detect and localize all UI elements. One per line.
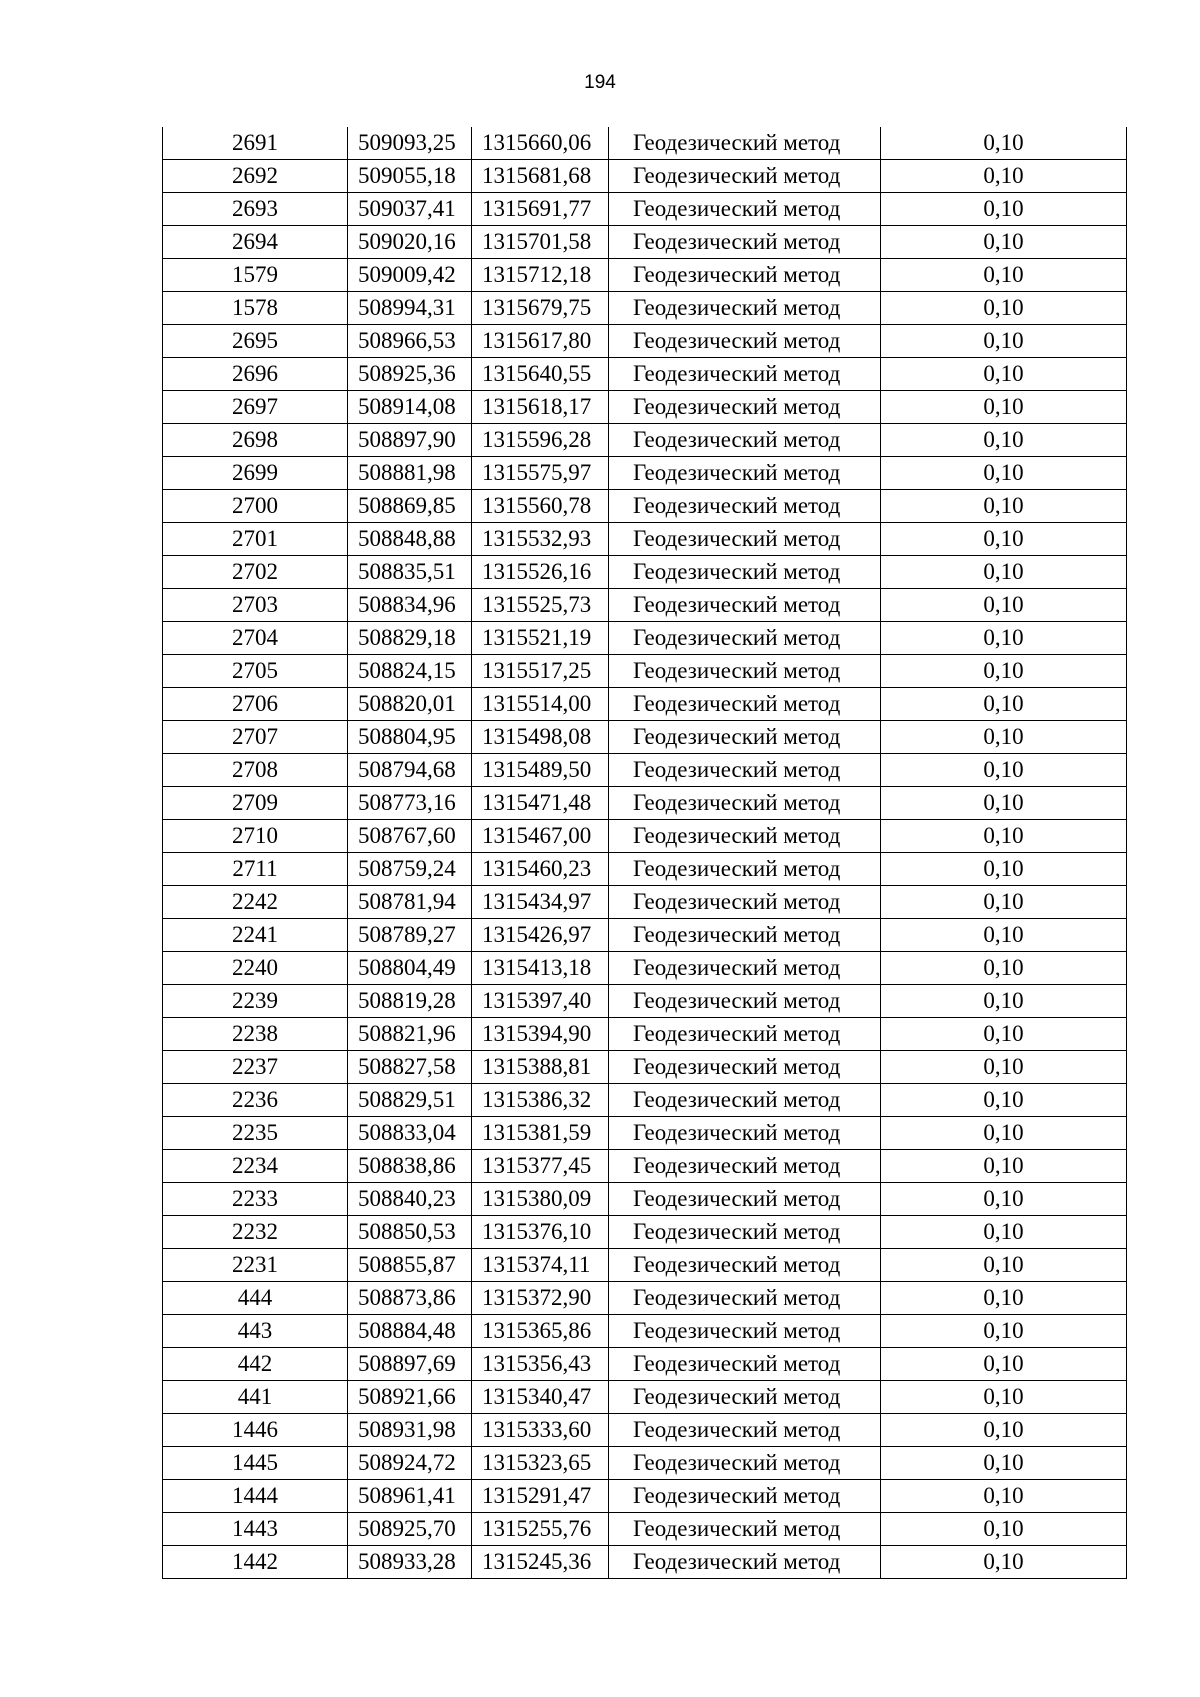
accuracy-cell: 0,10 [881, 952, 1127, 985]
table-row [163, 787, 1127, 820]
table-row [163, 1117, 1127, 1150]
x-coordinate-cell: 508850,53 [348, 1216, 472, 1249]
x-coordinate-cell: 508794,68 [348, 754, 472, 787]
method-cell: Геодезический метод [609, 523, 881, 556]
x-coordinate-cell: 508820,01 [348, 688, 472, 721]
table-row [163, 1282, 1127, 1315]
table-row [163, 1315, 1127, 1348]
y-coordinate-cell: 1315380,09 [472, 1183, 609, 1216]
x-coordinate-cell: 508824,15 [348, 655, 472, 688]
method-cell: Геодезический метод [609, 1381, 881, 1414]
x-coordinate-cell: 508827,58 [348, 1051, 472, 1084]
method-cell: Геодезический метод [609, 1447, 881, 1480]
table-row [163, 919, 1127, 952]
accuracy-cell: 0,10 [881, 1150, 1127, 1183]
accuracy-cell: 0,10 [881, 688, 1127, 721]
y-coordinate-cell: 1315372,90 [472, 1282, 609, 1315]
coordinates-table-body [163, 127, 1127, 1579]
point-number-cell: 1444 [163, 1480, 348, 1513]
y-coordinate-cell: 1315712,18 [472, 259, 609, 292]
accuracy-cell: 0,10 [881, 721, 1127, 754]
x-coordinate-cell: 509037,41 [348, 193, 472, 226]
y-coordinate-cell: 1315245,36 [472, 1546, 609, 1579]
y-coordinate-cell: 1315255,76 [472, 1513, 609, 1546]
accuracy-cell: 0,10 [881, 985, 1127, 1018]
x-coordinate-cell: 508921,66 [348, 1381, 472, 1414]
x-coordinate-cell: 508804,49 [348, 952, 472, 985]
x-coordinate-cell: 508829,18 [348, 622, 472, 655]
x-coordinate-cell: 508925,36 [348, 358, 472, 391]
accuracy-cell: 0,10 [881, 1513, 1127, 1546]
method-cell: Геодезический метод [609, 259, 881, 292]
method-cell: Геодезический метод [609, 1513, 881, 1546]
table-row [163, 1249, 1127, 1282]
y-coordinate-cell: 1315397,40 [472, 985, 609, 1018]
accuracy-cell: 0,10 [881, 193, 1127, 226]
point-number-cell: 2704 [163, 622, 348, 655]
y-coordinate-cell: 1315388,81 [472, 1051, 609, 1084]
method-cell: Геодезический метод [609, 160, 881, 193]
accuracy-cell: 0,10 [881, 1117, 1127, 1150]
point-number-cell: 2697 [163, 391, 348, 424]
method-cell: Геодезический метод [609, 1249, 881, 1282]
accuracy-cell: 0,10 [881, 160, 1127, 193]
point-number-cell: 2241 [163, 919, 348, 952]
method-cell: Геодезический метод [609, 919, 881, 952]
y-coordinate-cell: 1315521,19 [472, 622, 609, 655]
accuracy-cell: 0,10 [881, 1546, 1127, 1579]
accuracy-cell: 0,10 [881, 556, 1127, 589]
method-cell: Геодезический метод [609, 589, 881, 622]
x-coordinate-cell: 509009,42 [348, 259, 472, 292]
accuracy-cell: 0,10 [881, 1249, 1127, 1282]
y-coordinate-cell: 1315660,06 [472, 127, 609, 160]
x-coordinate-cell: 508881,98 [348, 457, 472, 490]
accuracy-cell: 0,10 [881, 226, 1127, 259]
method-cell: Геодезический метод [609, 1348, 881, 1381]
table-row [163, 952, 1127, 985]
point-number-cell: 2700 [163, 490, 348, 523]
y-coordinate-cell: 1315514,00 [472, 688, 609, 721]
method-cell: Геодезический метод [609, 1117, 881, 1150]
y-coordinate-cell: 1315679,75 [472, 292, 609, 325]
y-coordinate-cell: 1315291,47 [472, 1480, 609, 1513]
point-number-cell: 2237 [163, 1051, 348, 1084]
point-number-cell: 2239 [163, 985, 348, 1018]
table-row [163, 424, 1127, 457]
x-coordinate-cell: 508994,31 [348, 292, 472, 325]
x-coordinate-cell: 508840,23 [348, 1183, 472, 1216]
table-row [163, 1216, 1127, 1249]
point-number-cell: 2693 [163, 193, 348, 226]
table-row [163, 1447, 1127, 1480]
table-row [163, 523, 1127, 556]
accuracy-cell: 0,10 [881, 292, 1127, 325]
point-number-cell: 2692 [163, 160, 348, 193]
accuracy-cell: 0,10 [881, 1414, 1127, 1447]
accuracy-cell: 0,10 [881, 1018, 1127, 1051]
table-row [163, 853, 1127, 886]
method-cell: Геодезический метод [609, 424, 881, 457]
y-coordinate-cell: 1315532,93 [472, 523, 609, 556]
table-row [163, 1084, 1127, 1117]
accuracy-cell: 0,10 [881, 358, 1127, 391]
x-coordinate-cell: 509093,25 [348, 127, 472, 160]
point-number-cell: 2231 [163, 1249, 348, 1282]
point-number-cell: 2240 [163, 952, 348, 985]
point-number-cell: 2703 [163, 589, 348, 622]
page-number: 194 [584, 72, 616, 93]
y-coordinate-cell: 1315386,32 [472, 1084, 609, 1117]
accuracy-cell: 0,10 [881, 490, 1127, 523]
accuracy-cell: 0,10 [881, 1183, 1127, 1216]
x-coordinate-cell: 508767,60 [348, 820, 472, 853]
y-coordinate-cell: 1315365,86 [472, 1315, 609, 1348]
table-row [163, 622, 1127, 655]
y-coordinate-cell: 1315471,48 [472, 787, 609, 820]
point-number-cell: 2698 [163, 424, 348, 457]
method-cell: Геодезический метод [609, 622, 881, 655]
table-row [163, 457, 1127, 490]
accuracy-cell: 0,10 [881, 589, 1127, 622]
table-row [163, 985, 1127, 1018]
point-number-cell: 442 [163, 1348, 348, 1381]
accuracy-cell: 0,10 [881, 325, 1127, 358]
method-cell: Геодезический метод [609, 952, 881, 985]
point-number-cell: 2696 [163, 358, 348, 391]
x-coordinate-cell: 508925,70 [348, 1513, 472, 1546]
table-row [163, 589, 1127, 622]
y-coordinate-cell: 1315517,25 [472, 655, 609, 688]
y-coordinate-cell: 1315460,23 [472, 853, 609, 886]
x-coordinate-cell: 508966,53 [348, 325, 472, 358]
table-row [163, 226, 1127, 259]
accuracy-cell: 0,10 [881, 1216, 1127, 1249]
method-cell: Геодезический метод [609, 1150, 881, 1183]
point-number-cell: 2694 [163, 226, 348, 259]
y-coordinate-cell: 1315596,28 [472, 424, 609, 457]
accuracy-cell: 0,10 [881, 1315, 1127, 1348]
accuracy-cell: 0,10 [881, 523, 1127, 556]
y-coordinate-cell: 1315560,78 [472, 490, 609, 523]
accuracy-cell: 0,10 [881, 1480, 1127, 1513]
accuracy-cell: 0,10 [881, 655, 1127, 688]
y-coordinate-cell: 1315467,00 [472, 820, 609, 853]
table-row [163, 193, 1127, 226]
accuracy-cell: 0,10 [881, 886, 1127, 919]
y-coordinate-cell: 1315377,45 [472, 1150, 609, 1183]
y-coordinate-cell: 1315526,16 [472, 556, 609, 589]
x-coordinate-cell: 508961,41 [348, 1480, 472, 1513]
x-coordinate-cell: 508914,08 [348, 391, 472, 424]
method-cell: Геодезический метод [609, 1546, 881, 1579]
accuracy-cell: 0,10 [881, 424, 1127, 457]
point-number-cell: 1442 [163, 1546, 348, 1579]
table-row [163, 655, 1127, 688]
accuracy-cell: 0,10 [881, 457, 1127, 490]
y-coordinate-cell: 1315376,10 [472, 1216, 609, 1249]
point-number-cell: 2238 [163, 1018, 348, 1051]
point-number-cell: 1446 [163, 1414, 348, 1447]
table-row [163, 556, 1127, 589]
method-cell: Геодезический метод [609, 886, 881, 919]
y-coordinate-cell: 1315525,73 [472, 589, 609, 622]
table-row [163, 292, 1127, 325]
accuracy-cell: 0,10 [881, 1051, 1127, 1084]
point-number-cell: 2234 [163, 1150, 348, 1183]
y-coordinate-cell: 1315617,80 [472, 325, 609, 358]
method-cell: Геодезический метод [609, 1480, 881, 1513]
point-number-cell: 2710 [163, 820, 348, 853]
method-cell: Геодезический метод [609, 1084, 881, 1117]
y-coordinate-cell: 1315374,11 [472, 1249, 609, 1282]
method-cell: Геодезический метод [609, 457, 881, 490]
y-coordinate-cell: 1315498,08 [472, 721, 609, 754]
x-coordinate-cell: 508773,16 [348, 787, 472, 820]
x-coordinate-cell: 508848,88 [348, 523, 472, 556]
point-number-cell: 2235 [163, 1117, 348, 1150]
point-number-cell: 1445 [163, 1447, 348, 1480]
y-coordinate-cell: 1315381,59 [472, 1117, 609, 1150]
x-coordinate-cell: 508829,51 [348, 1084, 472, 1117]
y-coordinate-cell: 1315323,65 [472, 1447, 609, 1480]
y-coordinate-cell: 1315426,97 [472, 919, 609, 952]
method-cell: Геодезический метод [609, 985, 881, 1018]
method-cell: Геодезический метод [609, 754, 881, 787]
table-row [163, 1480, 1127, 1513]
accuracy-cell: 0,10 [881, 853, 1127, 886]
table-row [163, 1546, 1127, 1579]
table-row [163, 721, 1127, 754]
table-row [163, 1183, 1127, 1216]
point-number-cell: 443 [163, 1315, 348, 1348]
table-row [163, 1513, 1127, 1546]
point-number-cell: 2711 [163, 853, 348, 886]
x-coordinate-cell: 508835,51 [348, 556, 472, 589]
table-row [163, 688, 1127, 721]
x-coordinate-cell: 508819,28 [348, 985, 472, 1018]
accuracy-cell: 0,10 [881, 1084, 1127, 1117]
table-row [163, 358, 1127, 391]
point-number-cell: 2233 [163, 1183, 348, 1216]
point-number-cell: 2706 [163, 688, 348, 721]
accuracy-cell: 0,10 [881, 1348, 1127, 1381]
method-cell: Геодезический метод [609, 490, 881, 523]
accuracy-cell: 0,10 [881, 820, 1127, 853]
y-coordinate-cell: 1315394,90 [472, 1018, 609, 1051]
x-coordinate-cell: 508933,28 [348, 1546, 472, 1579]
x-coordinate-cell: 509055,18 [348, 160, 472, 193]
point-number-cell: 2691 [163, 127, 348, 160]
x-coordinate-cell: 508873,86 [348, 1282, 472, 1315]
point-number-cell: 2699 [163, 457, 348, 490]
y-coordinate-cell: 1315340,47 [472, 1381, 609, 1414]
accuracy-cell: 0,10 [881, 919, 1127, 952]
x-coordinate-cell: 508838,86 [348, 1150, 472, 1183]
point-number-cell: 2708 [163, 754, 348, 787]
x-coordinate-cell: 508821,96 [348, 1018, 472, 1051]
x-coordinate-cell: 508804,95 [348, 721, 472, 754]
method-cell: Геодезический метод [609, 1414, 881, 1447]
point-number-cell: 2236 [163, 1084, 348, 1117]
x-coordinate-cell: 508897,69 [348, 1348, 472, 1381]
method-cell: Геодезический метод [609, 1051, 881, 1084]
point-number-cell: 1579 [163, 259, 348, 292]
point-number-cell: 2232 [163, 1216, 348, 1249]
table-row [163, 325, 1127, 358]
x-coordinate-cell: 508855,87 [348, 1249, 472, 1282]
accuracy-cell: 0,10 [881, 622, 1127, 655]
x-coordinate-cell: 508789,27 [348, 919, 472, 952]
y-coordinate-cell: 1315333,60 [472, 1414, 609, 1447]
y-coordinate-cell: 1315681,68 [472, 160, 609, 193]
method-cell: Геодезический метод [609, 820, 881, 853]
method-cell: Геодезический метод [609, 1282, 881, 1315]
y-coordinate-cell: 1315356,43 [472, 1348, 609, 1381]
point-number-cell: 2705 [163, 655, 348, 688]
method-cell: Геодезический метод [609, 688, 881, 721]
table-row [163, 820, 1127, 853]
table-row [163, 1348, 1127, 1381]
table-row [163, 1150, 1127, 1183]
coordinates-table [162, 127, 1127, 1579]
point-number-cell: 2707 [163, 721, 348, 754]
point-number-cell: 1578 [163, 292, 348, 325]
x-coordinate-cell: 508884,48 [348, 1315, 472, 1348]
point-number-cell: 2242 [163, 886, 348, 919]
accuracy-cell: 0,10 [881, 1282, 1127, 1315]
accuracy-cell: 0,10 [881, 259, 1127, 292]
accuracy-cell: 0,10 [881, 754, 1127, 787]
method-cell: Геодезический метод [609, 1018, 881, 1051]
table-row [163, 1381, 1127, 1414]
y-coordinate-cell: 1315489,50 [472, 754, 609, 787]
method-cell: Геодезический метод [609, 226, 881, 259]
accuracy-cell: 0,10 [881, 127, 1127, 160]
method-cell: Геодезический метод [609, 127, 881, 160]
method-cell: Геодезический метод [609, 1216, 881, 1249]
point-number-cell: 444 [163, 1282, 348, 1315]
method-cell: Геодезический метод [609, 1183, 881, 1216]
method-cell: Геодезический метод [609, 193, 881, 226]
method-cell: Геодезический метод [609, 721, 881, 754]
table-row [163, 1018, 1127, 1051]
x-coordinate-cell: 508869,85 [348, 490, 472, 523]
method-cell: Геодезический метод [609, 391, 881, 424]
table-row [163, 391, 1127, 424]
y-coordinate-cell: 1315701,58 [472, 226, 609, 259]
method-cell: Геодезический метод [609, 655, 881, 688]
x-coordinate-cell: 508924,72 [348, 1447, 472, 1480]
point-number-cell: 2695 [163, 325, 348, 358]
method-cell: Геодезический метод [609, 787, 881, 820]
x-coordinate-cell: 508931,98 [348, 1414, 472, 1447]
x-coordinate-cell: 508833,04 [348, 1117, 472, 1150]
x-coordinate-cell: 508759,24 [348, 853, 472, 886]
y-coordinate-cell: 1315434,97 [472, 886, 609, 919]
method-cell: Геодезический метод [609, 292, 881, 325]
x-coordinate-cell: 508897,90 [348, 424, 472, 457]
method-cell: Геодезический метод [609, 325, 881, 358]
accuracy-cell: 0,10 [881, 1447, 1127, 1480]
table-row [163, 1414, 1127, 1447]
x-coordinate-cell: 508781,94 [348, 886, 472, 919]
table-row [163, 490, 1127, 523]
method-cell: Геодезический метод [609, 358, 881, 391]
method-cell: Геодезический метод [609, 853, 881, 886]
table-row [163, 754, 1127, 787]
point-number-cell: 2709 [163, 787, 348, 820]
accuracy-cell: 0,10 [881, 1381, 1127, 1414]
table-row [163, 1051, 1127, 1084]
point-number-cell: 441 [163, 1381, 348, 1414]
y-coordinate-cell: 1315618,17 [472, 391, 609, 424]
x-coordinate-cell: 508834,96 [348, 589, 472, 622]
table-row [163, 127, 1127, 160]
y-coordinate-cell: 1315640,55 [472, 358, 609, 391]
point-number-cell: 1443 [163, 1513, 348, 1546]
point-number-cell: 2702 [163, 556, 348, 589]
table-row [163, 160, 1127, 193]
x-coordinate-cell: 509020,16 [348, 226, 472, 259]
method-cell: Геодезический метод [609, 556, 881, 589]
y-coordinate-cell: 1315575,97 [472, 457, 609, 490]
accuracy-cell: 0,10 [881, 391, 1127, 424]
point-number-cell: 2701 [163, 523, 348, 556]
y-coordinate-cell: 1315413,18 [472, 952, 609, 985]
table-row [163, 259, 1127, 292]
table-row [163, 886, 1127, 919]
method-cell: Геодезический метод [609, 1315, 881, 1348]
y-coordinate-cell: 1315691,77 [472, 193, 609, 226]
accuracy-cell: 0,10 [881, 787, 1127, 820]
